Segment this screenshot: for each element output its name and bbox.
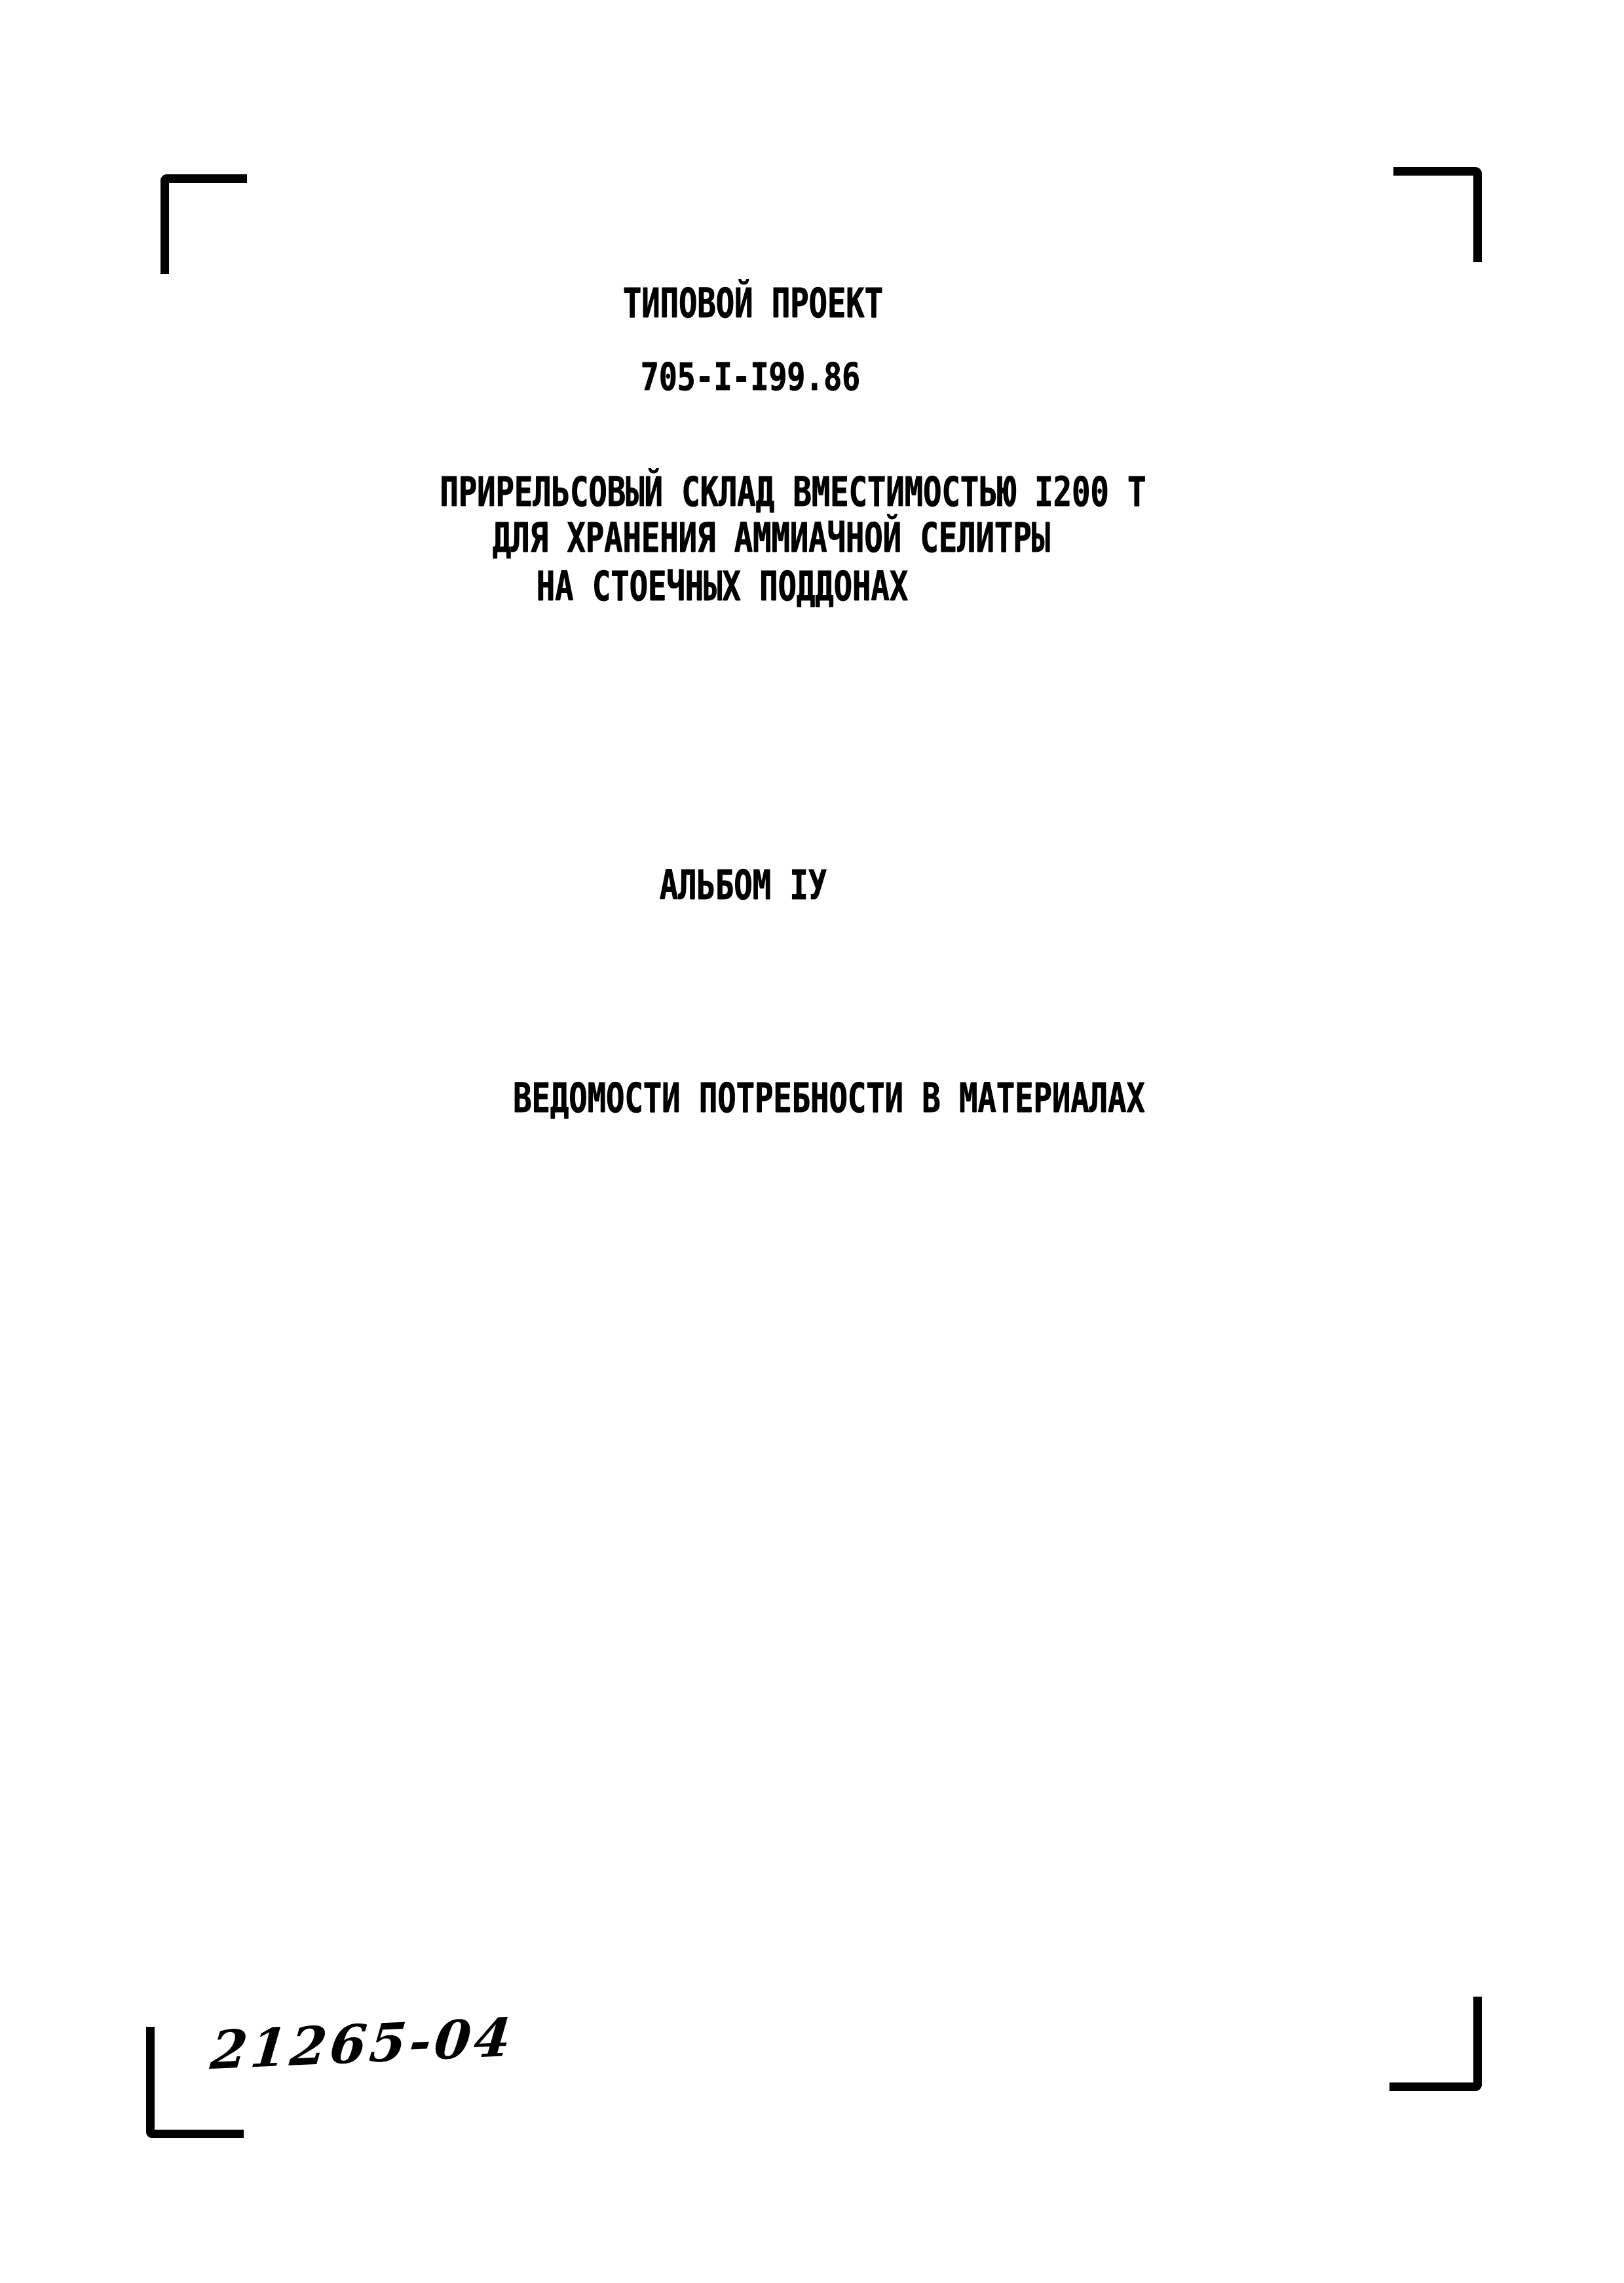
corner-registration-mark-bottom-right — [1389, 1997, 1482, 2091]
subtitle-contents-heading: ВЕДОМОСТИ ПОТРЕБНОСТИ В МАТЕРИАЛАХ — [513, 1074, 1145, 1122]
album-number-heading: АЛЬБОМ IУ — [659, 861, 827, 909]
title-line-2: ДЛЯ ХРАНЕНИЯ АММИАЧНОЙ СЕЛИТРЫ — [492, 514, 1051, 562]
title-line-1: ПРИРЕЛЬСОВЫЙ СКЛАД ВМЕСТИМОСТЬЮ I200 Т — [440, 468, 1146, 516]
document-type-heading: ТИПОВОЙ ПРОЕКТ — [622, 279, 884, 327]
handwritten-inventory-number: 21265-04 — [208, 2006, 517, 2082]
project-number: 705-I-I99.86 — [640, 355, 861, 399]
corner-registration-mark-top-right — [1393, 167, 1482, 262]
title-line-3: НА СТОЕЧНЫХ ПОДДОНАХ — [536, 562, 909, 610]
corner-registration-mark-top-left — [161, 174, 247, 274]
